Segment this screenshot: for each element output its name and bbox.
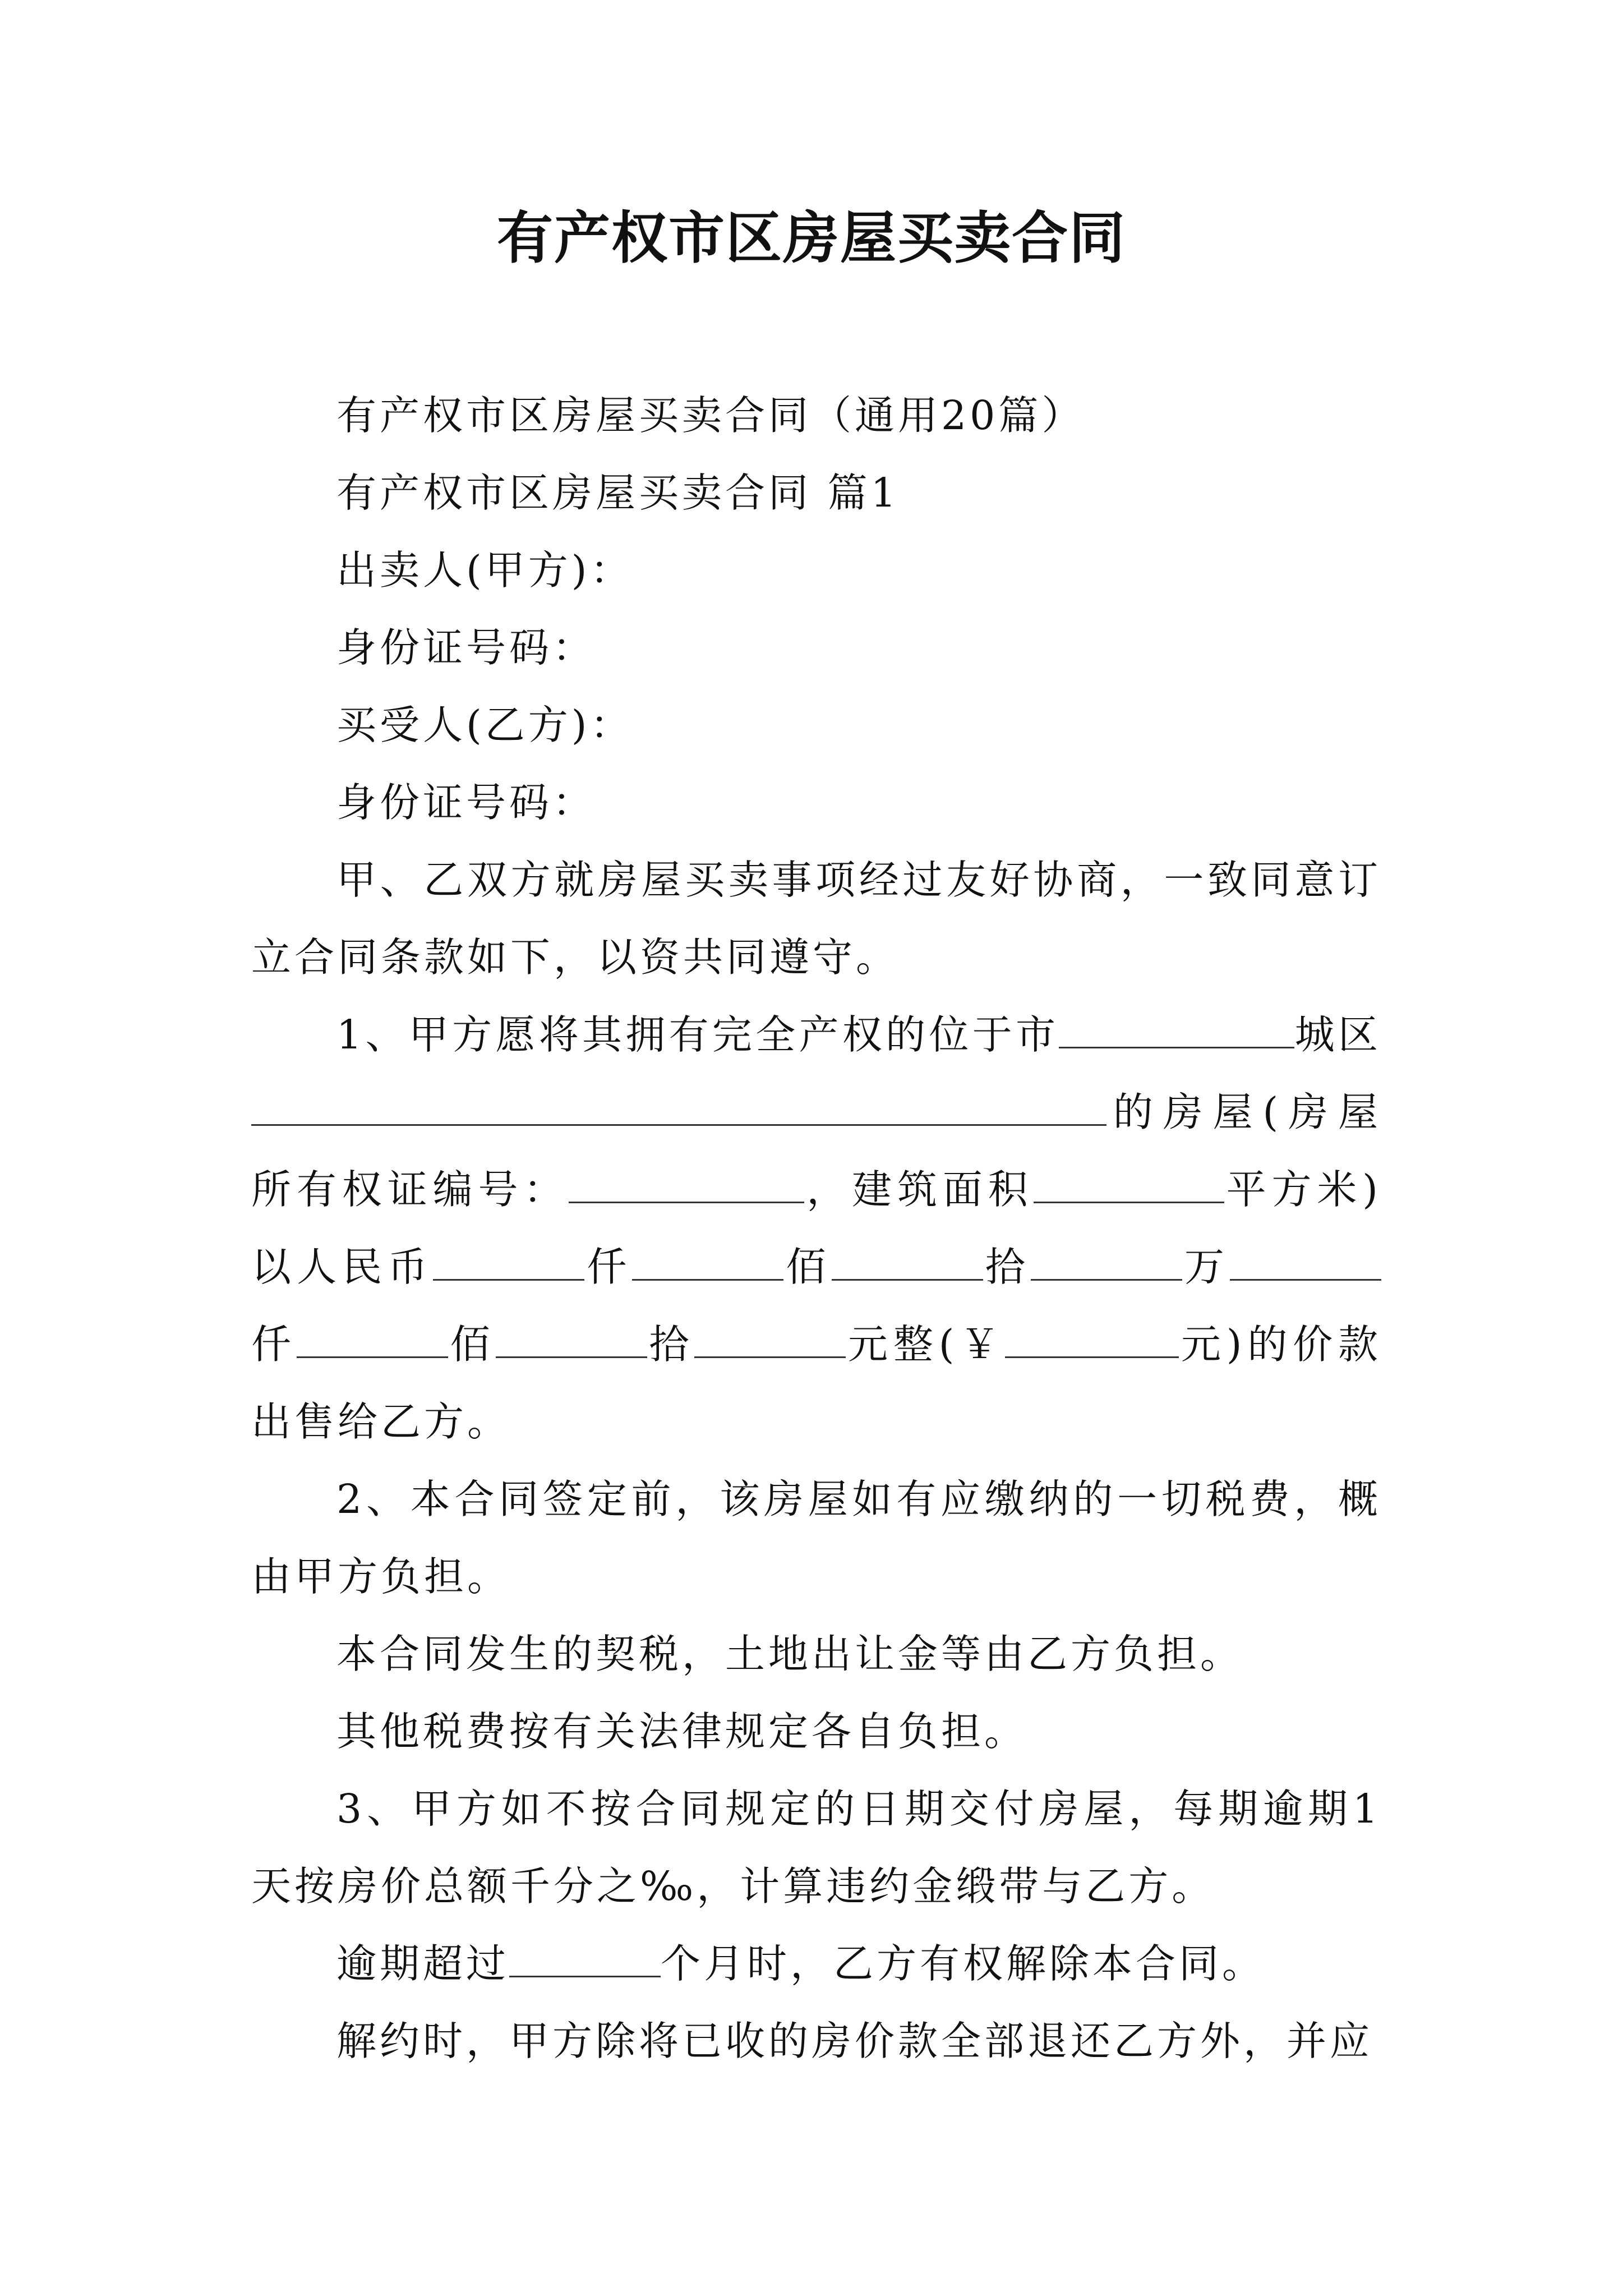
blank-amount-6 (297, 1323, 448, 1358)
paragraph-subtitle: 有产权市区房屋买卖合同（通用20篇） (336, 392, 1085, 439)
blank-address (251, 1091, 1106, 1126)
clause-3-overdue-text-b: 个月时，乙方有权解除本合同。 (661, 1940, 1266, 1987)
blank-amount-numeric (1005, 1323, 1179, 1358)
clause-1-text-e: 平方米)以人民币 (251, 1166, 1381, 1290)
blank-amount-1 (433, 1245, 584, 1281)
document-body (251, 377, 1381, 2080)
paragraph-clause-2-other-tax: 其他税费按有关法律规定各自负担。 (336, 1708, 1028, 1755)
clause-1-text-m: 元整(￥ (846, 1321, 1006, 1368)
paragraph-buyer: 买受人(乙方)： (336, 702, 634, 748)
blank-overdue-months (509, 1942, 661, 1977)
clause-1-text-i: 万 (1182, 1244, 1230, 1290)
document-title: 有产权市区房屋买卖合同 (497, 205, 1126, 271)
clause-1-text-f: 仟 (584, 1244, 633, 1290)
clause-1-text-h: 拾 (983, 1244, 1031, 1290)
blank-city (1059, 1013, 1294, 1048)
clause-1-text-n: 元)的价款出售给乙方。 (251, 1321, 1381, 1445)
paragraph-buyer-id: 身份证号码： (336, 779, 596, 826)
clause-1-text-g: 佰 (783, 1244, 832, 1290)
blank-amount-2 (632, 1245, 783, 1281)
clause-1-text-a: 1、甲方愿将其拥有完全产权的位于市 (336, 1011, 1059, 1058)
clause-1-text-b: 城区 (1294, 1011, 1381, 1058)
paragraph-agreement-intro: 甲、乙双方就房屋买卖事项经过友好协商，一致同意订立合同条款如下，以资共同遵守。 (251, 857, 1381, 981)
paragraph-clause-2: 2、本合同签定前，该房屋如有应缴纳的一切税费，概由甲方负担。 (251, 1476, 1381, 1600)
blank-amount-4 (1031, 1245, 1182, 1281)
clause-1-text-k: 佰 (448, 1321, 496, 1368)
blank-amount-5 (1230, 1245, 1381, 1281)
blank-amount-7 (496, 1323, 647, 1358)
paragraph-clause-1 (251, 996, 1381, 1461)
paragraph-seller-id: 身份证号码： (336, 624, 596, 671)
paragraph-clause-2-deed-tax: 本合同发生的契税，土地出让金等由乙方负担。 (336, 1631, 1244, 1677)
clause-3-overdue-text-a: 逾期超过 (336, 1940, 510, 1987)
paragraph-clause-3: 3、甲方如不按合同规定的日期交付房屋，每期逾期1天按房价总额千分之‰，计算违约金缎带与乙方。 (251, 1786, 1381, 1910)
clause-1-text-l: 拾 (647, 1321, 695, 1368)
blank-certificate-number (569, 1168, 804, 1203)
paragraph-clause-3-termination: 解约时，甲方除将已收的房价款全部退还乙方外，并应 (336, 2018, 1373, 2064)
paragraph-clause-3-overdue (251, 1925, 1381, 2003)
blank-amount-3 (832, 1245, 983, 1281)
paragraph-section-heading: 有产权市区房屋买卖合同 篇1 (336, 470, 900, 516)
paragraph-seller: 出卖人(甲方)： (336, 547, 634, 593)
clause-1-text-c: 的房屋(房屋所有权证编号： (251, 1089, 1381, 1213)
clause-1-text-j: 仟 (251, 1321, 297, 1368)
clause-1-text-d: ，建筑面积 (804, 1166, 1034, 1213)
blank-area (1034, 1168, 1224, 1203)
blank-amount-8 (694, 1323, 846, 1358)
